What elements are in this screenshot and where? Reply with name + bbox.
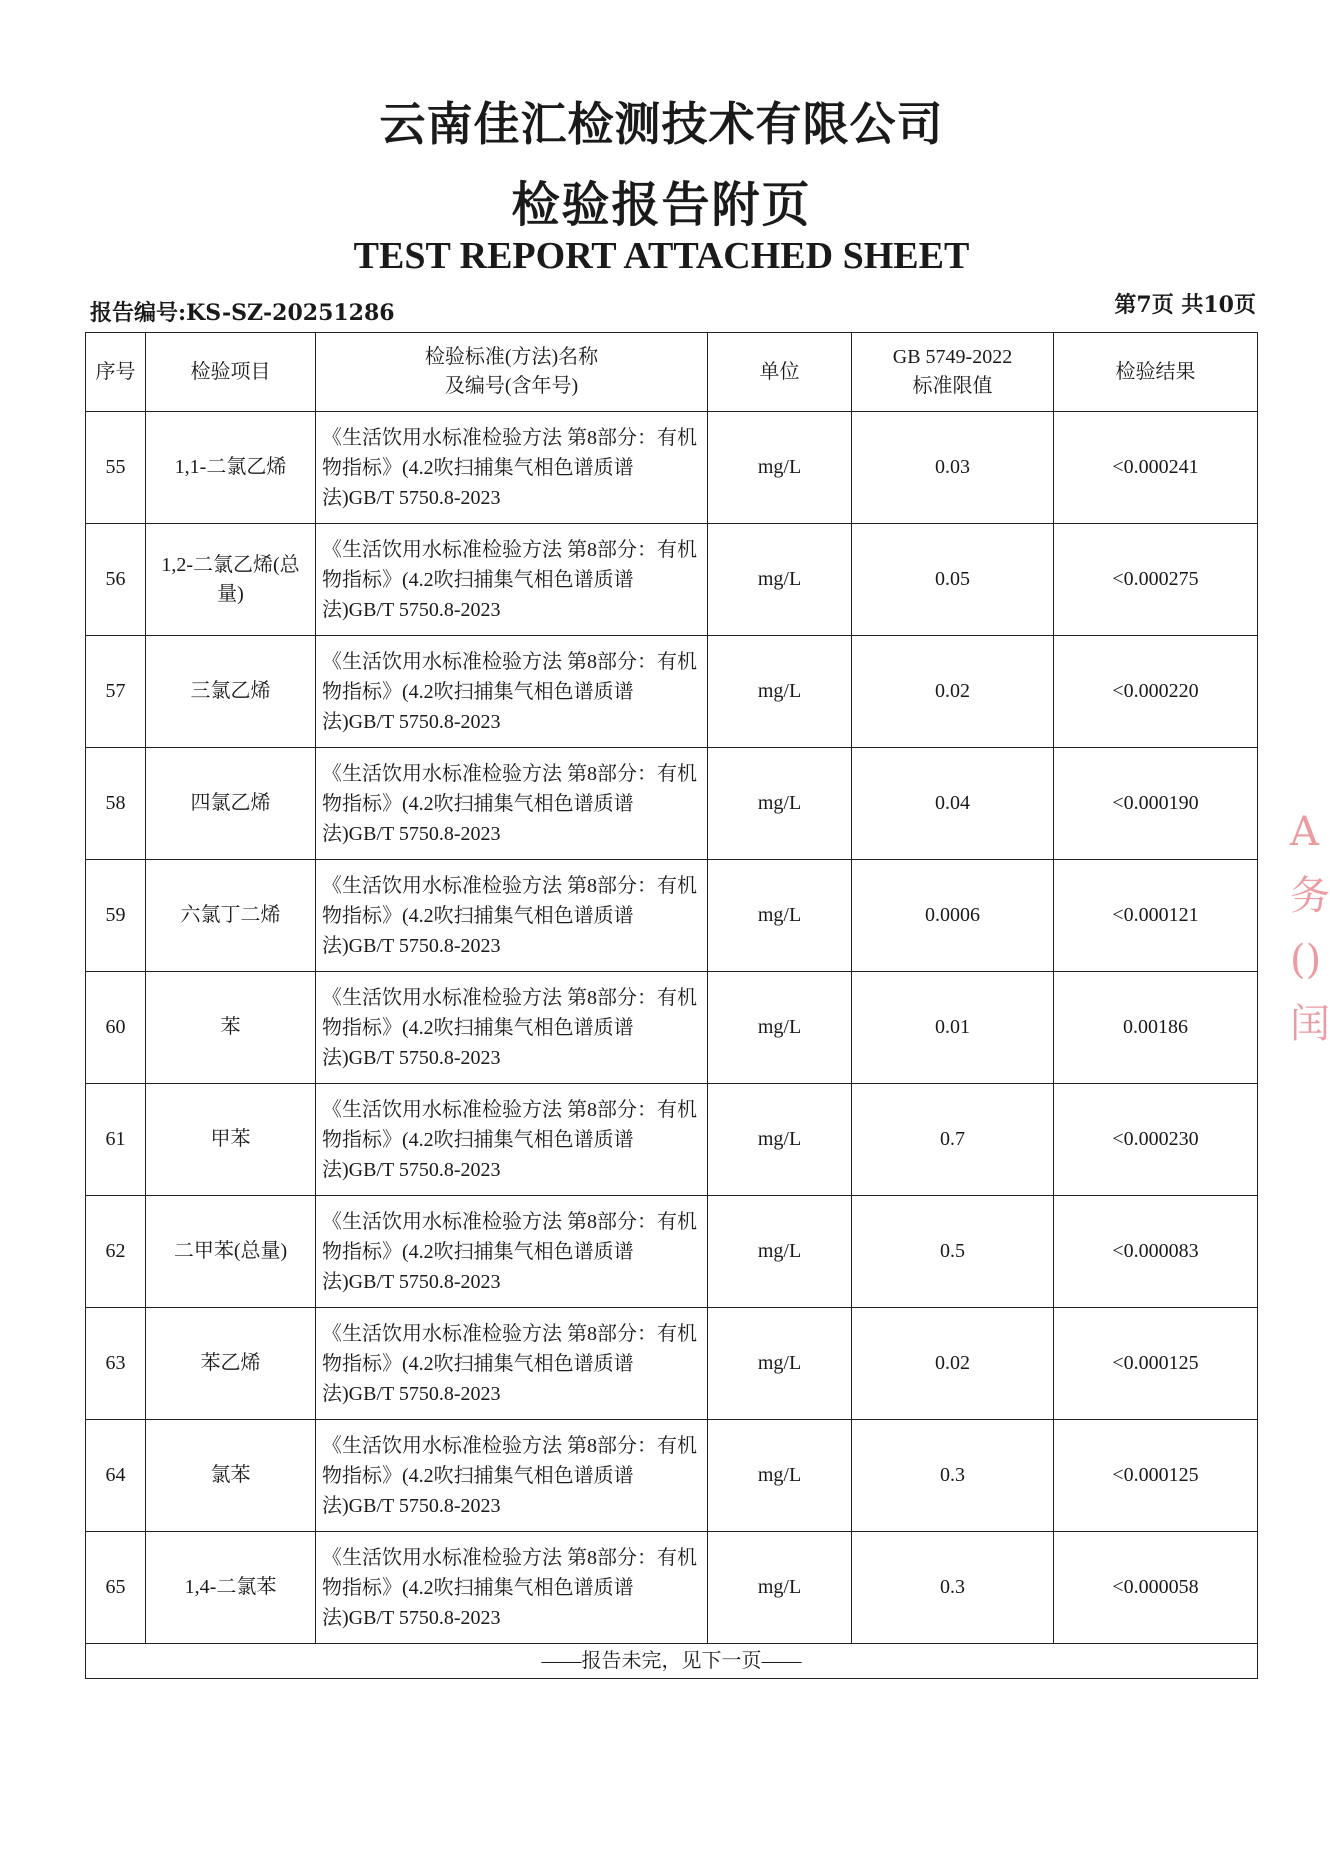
row-no: 60 bbox=[86, 972, 146, 1084]
row-unit: mg/L bbox=[708, 412, 852, 524]
page-info: 第7页 共10页 bbox=[1114, 292, 1256, 318]
row-limit: 0.5 bbox=[852, 1196, 1054, 1308]
partial-seal-stamp bbox=[1290, 800, 1330, 1060]
row-no: 64 bbox=[86, 1420, 146, 1532]
row-result: <0.000230 bbox=[1054, 1084, 1258, 1196]
row-method: 《生活饮用水标准检验方法 第8部分：有机物指标》(4.2吹扫捕集气相色谱质谱法)GB/T 5750.8-2023 bbox=[316, 1084, 708, 1196]
row-unit: mg/L bbox=[708, 1084, 852, 1196]
results-table bbox=[85, 332, 1258, 1679]
header-limit bbox=[852, 333, 1054, 412]
row-method: 《生活饮用水标准检验方法 第8部分：有机物指标》(4.2吹扫捕集气相色谱质谱法)GB/T 5750.8-2023 bbox=[316, 860, 708, 972]
header-item: 检验项目 bbox=[146, 333, 316, 412]
table-row bbox=[86, 636, 1258, 748]
row-unit: mg/L bbox=[708, 1308, 852, 1420]
row-method: 《生活饮用水标准检验方法 第8部分：有机物指标》(4.2吹扫捕集气相色谱质谱法)GB/T 5750.8-2023 bbox=[316, 636, 708, 748]
row-limit: 0.05 bbox=[852, 524, 1054, 636]
row-unit: mg/L bbox=[708, 524, 852, 636]
row-item: 氯苯 bbox=[146, 1420, 316, 1532]
row-result: 0.00186 bbox=[1054, 972, 1258, 1084]
row-no: 56 bbox=[86, 524, 146, 636]
english-title: TEST REPORT ATTACHED SHEET bbox=[353, 235, 970, 277]
report-number-label: 报告编号: bbox=[90, 300, 187, 326]
table-row bbox=[86, 972, 1258, 1084]
header-unit: 单位 bbox=[708, 333, 852, 412]
row-method: 《生活饮用水标准检验方法 第8部分：有机物指标》(4.2吹扫捕集气相色谱质谱法)GB/T 5750.8-2023 bbox=[316, 748, 708, 860]
row-unit: mg/L bbox=[708, 636, 852, 748]
row-method: 《生活饮用水标准检验方法 第8部分：有机物指标》(4.2吹扫捕集气相色谱质谱法)GB/T 5750.8-2023 bbox=[316, 1532, 708, 1644]
row-limit: 0.03 bbox=[852, 412, 1054, 524]
row-item: 苯乙烯 bbox=[146, 1308, 316, 1420]
row-result: <0.000121 bbox=[1054, 860, 1258, 972]
row-result: <0.000241 bbox=[1054, 412, 1258, 524]
header-limit-line1: GB 5749-2022 bbox=[892, 346, 1013, 368]
row-unit: mg/L bbox=[708, 748, 852, 860]
row-no: 62 bbox=[86, 1196, 146, 1308]
row-item: 四氯乙烯 bbox=[146, 748, 316, 860]
row-method: 《生活饮用水标准检验方法 第8部分：有机物指标》(4.2吹扫捕集气相色谱质谱法)GB/T 5750.8-2023 bbox=[316, 524, 708, 636]
row-no: 57 bbox=[86, 636, 146, 748]
row-result: <0.000275 bbox=[1054, 524, 1258, 636]
table-footer-row bbox=[86, 1644, 1258, 1679]
row-limit: 0.01 bbox=[852, 972, 1054, 1084]
row-item: 1,4-二氯苯 bbox=[146, 1532, 316, 1644]
report-number-value: KS-SZ-20251286 bbox=[186, 300, 395, 326]
row-unit: mg/L bbox=[708, 860, 852, 972]
row-result: <0.000125 bbox=[1054, 1420, 1258, 1532]
row-limit: 0.3 bbox=[852, 1532, 1054, 1644]
row-no: 59 bbox=[86, 860, 146, 972]
row-unit: mg/L bbox=[708, 1196, 852, 1308]
row-no: 55 bbox=[86, 412, 146, 524]
row-limit: 0.02 bbox=[852, 636, 1054, 748]
row-method: 《生活饮用水标准检验方法 第8部分：有机物指标》(4.2吹扫捕集气相色谱质谱法)GB/T 5750.8-2023 bbox=[316, 1196, 708, 1308]
row-result: <0.000125 bbox=[1054, 1308, 1258, 1420]
stamp-fragment: () bbox=[1290, 937, 1322, 983]
row-item: 苯 bbox=[146, 972, 316, 1084]
table-row bbox=[86, 1420, 1258, 1532]
row-item: 二甲苯(总量) bbox=[146, 1196, 316, 1308]
header-limit-line2: 标准限值 bbox=[912, 375, 993, 397]
row-unit: mg/L bbox=[708, 1532, 852, 1644]
table-row bbox=[86, 1196, 1258, 1308]
row-item: 三氯乙烯 bbox=[146, 636, 316, 748]
row-item: 1,1-二氯乙烯 bbox=[146, 412, 316, 524]
row-limit: 0.0006 bbox=[852, 860, 1054, 972]
stamp-fragment: 务 bbox=[1290, 873, 1330, 919]
header-method bbox=[316, 333, 708, 412]
row-method: 《生活饮用水标准检验方法 第8部分：有机物指标》(4.2吹扫捕集气相色谱质谱法)GB/T 5750.8-2023 bbox=[316, 972, 708, 1084]
row-result: <0.000083 bbox=[1054, 1196, 1258, 1308]
row-no: 63 bbox=[86, 1308, 146, 1420]
row-item: 1,2-二氯乙烯(总量) bbox=[146, 524, 316, 636]
header-method-line2: 及编号(含年号) bbox=[444, 375, 579, 397]
row-item: 六氯丁二烯 bbox=[146, 860, 316, 972]
row-unit: mg/L bbox=[708, 1420, 852, 1532]
row-unit: mg/L bbox=[708, 972, 852, 1084]
row-limit: 0.7 bbox=[852, 1084, 1054, 1196]
stamp-fragment: 闰 bbox=[1290, 1001, 1330, 1047]
row-limit: 0.02 bbox=[852, 1308, 1054, 1420]
company-name: 云南佳汇检测技术有限公司 bbox=[379, 97, 944, 151]
row-no: 65 bbox=[86, 1532, 146, 1644]
row-no: 58 bbox=[86, 748, 146, 860]
header-result: 检验结果 bbox=[1054, 333, 1258, 412]
table-row bbox=[86, 1308, 1258, 1420]
table-row bbox=[86, 412, 1258, 524]
table-row bbox=[86, 524, 1258, 636]
row-method: 《生活饮用水标准检验方法 第8部分：有机物指标》(4.2吹扫捕集气相色谱质谱法)GB/T 5750.8-2023 bbox=[316, 1308, 708, 1420]
report-subtitle: 检验报告附页 bbox=[511, 177, 812, 233]
table-row bbox=[86, 1532, 1258, 1644]
row-result: <0.000058 bbox=[1054, 1532, 1258, 1644]
row-method: 《生活饮用水标准检验方法 第8部分：有机物指标》(4.2吹扫捕集气相色谱质谱法)GB/T 5750.8-2023 bbox=[316, 412, 708, 524]
table-row bbox=[86, 748, 1258, 860]
report-number bbox=[90, 296, 395, 327]
table-row bbox=[86, 860, 1258, 972]
row-item: 甲苯 bbox=[146, 1084, 316, 1196]
row-method: 《生活饮用水标准检验方法 第8部分：有机物指标》(4.2吹扫捕集气相色谱质谱法)GB/T 5750.8-2023 bbox=[316, 1420, 708, 1532]
row-result: <0.000190 bbox=[1054, 748, 1258, 860]
table-row bbox=[86, 1084, 1258, 1196]
table-header-row bbox=[86, 333, 1258, 412]
stamp-fragment: A bbox=[1290, 809, 1319, 855]
header-method-line1: 检验标准(方法)名称 bbox=[424, 346, 599, 368]
header-seq: 序号 bbox=[86, 333, 146, 412]
row-no: 61 bbox=[86, 1084, 146, 1196]
row-limit: 0.04 bbox=[852, 748, 1054, 860]
row-result: <0.000220 bbox=[1054, 636, 1258, 748]
row-limit: 0.3 bbox=[852, 1420, 1054, 1532]
continued-note: ——报告未完，见下一页—— bbox=[86, 1644, 1258, 1679]
